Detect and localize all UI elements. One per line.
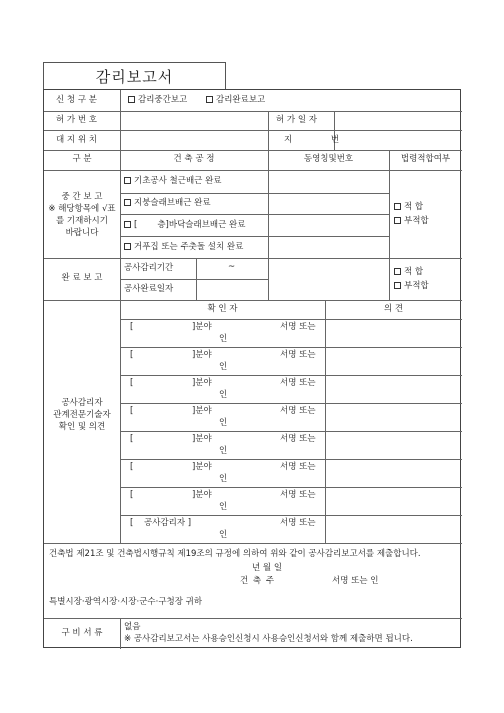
confirm-row-bracket: [	[130, 434, 134, 444]
confirm-row-field: ]분야	[192, 490, 212, 500]
interim-item-foundation[interactable]: 기초공사 철근배근 완료	[124, 176, 222, 187]
supervision-period-separator: ~	[228, 262, 236, 272]
completion-pass-option[interactable]: 적 합	[394, 267, 423, 278]
permit-date-label: 허 가 일 자	[276, 115, 317, 125]
confirm-row-bracket: [	[130, 350, 134, 360]
video-number-header: 동영칭및번호	[303, 154, 354, 164]
supervision-period-label: 공사감리기간	[124, 263, 174, 273]
declaration-text: 건축법 제21조 및 건축법시행규칙 제19조의 규정에 의하여 위와 같이 공사감리보고서를 제출합니다.	[49, 549, 421, 559]
confirm-row-sign: 서명 또는	[280, 462, 316, 472]
architect-sign: 서명 또는 인	[332, 576, 379, 586]
checkbox-icon	[124, 177, 131, 184]
report-final-option[interactable]: 감리완료보고	[206, 95, 265, 106]
process-header: 건 축 공 정	[173, 154, 215, 164]
report-form	[43, 89, 461, 648]
interim-fail-option[interactable]: 부적합	[394, 216, 429, 227]
confirm-row-sign: 서명 또는	[280, 350, 316, 360]
interim-note-line2: 를 기재하시기	[56, 216, 108, 226]
confirm-row-field: ]분야	[192, 434, 212, 444]
confirm-row-field: ]분야	[192, 378, 212, 388]
checkbox-icon	[394, 217, 401, 224]
confirm-row-bracket: [	[130, 406, 134, 416]
category-header: 구 분	[72, 154, 92, 164]
confirm-row-seal: 인	[219, 418, 228, 428]
confirm-row-sign: 서명 또는	[280, 518, 316, 528]
confirm-row-sign: 서명 또는	[280, 378, 316, 388]
interim-pass-option[interactable]: 적 합	[394, 202, 423, 213]
checkbox-icon	[394, 203, 401, 210]
title-box	[43, 62, 226, 90]
confirm-section-line1: 공사감리자	[61, 398, 103, 408]
completion-label: 완 료 보 고	[61, 273, 103, 283]
confirm-row-bracket: [	[130, 490, 134, 500]
opinion-header: 의 견	[383, 304, 404, 314]
confirm-row-seal: 인	[219, 530, 228, 540]
confirm-row-sign: 서명 또는	[280, 434, 316, 444]
confirm-row-field: ]분야	[192, 350, 212, 360]
confirm-row-bracket: [	[130, 378, 134, 388]
confirm-row-seal: 인	[219, 474, 228, 484]
permit-number-label: 허 가 번 호	[56, 115, 97, 125]
checkbox-icon	[128, 96, 135, 103]
confirm-section-line2: 관계전문기술자	[53, 410, 111, 420]
interim-item-floor-slab[interactable]: [ 층]바닥슬래브배근 완료	[124, 220, 245, 231]
page-title: 감리보고서	[95, 68, 174, 86]
confirm-row-seal: 인	[219, 334, 228, 344]
completion-date-label: 공사완료일자	[124, 284, 174, 294]
declaration-date: 년 월 일	[252, 563, 283, 573]
confirm-row-sign: 서명 또는	[280, 322, 316, 332]
report-type-label: 신 청 구 분	[56, 95, 97, 105]
report-interim-option[interactable]: 감리중간보고	[128, 95, 187, 106]
attachments-label: 구 비 서 류	[61, 628, 103, 638]
checkbox-icon	[206, 96, 213, 103]
interim-label: 중 간 보 고	[61, 192, 103, 202]
confirm-row-field: ]분야	[192, 322, 212, 332]
addressee: 특별시장·광역시장·시장·군수·구청장 귀하	[49, 597, 203, 607]
confirm-row-field: ]분야	[192, 406, 212, 416]
interim-item-roof-slab[interactable]: 지붕슬래브배근 완료	[124, 198, 211, 209]
checkbox-icon	[124, 243, 131, 250]
confirm-row-seal: 인	[219, 390, 228, 400]
confirm-row-bracket: [	[130, 518, 134, 528]
attachments-note: ※ 공사감리보고서는 사용승인신청시 사용승인신청서와 함께 제출하면 됩니다.	[124, 634, 413, 644]
confirm-row-sign: 서명 또는	[280, 490, 316, 500]
confirm-row-bracket: [	[130, 322, 134, 332]
confirm-row-seal: 인	[219, 446, 228, 456]
confirm-row-sign: 서명 또는	[280, 406, 316, 416]
attachments-none: 없음	[124, 622, 141, 632]
confirm-row-field: ]분야	[192, 462, 212, 472]
confirm-row-seal: 인	[219, 502, 228, 512]
confirmer-header: 확 인 자	[207, 304, 238, 314]
lot-number-label: 지 번	[284, 135, 358, 145]
confirm-row-seal: 인	[219, 362, 228, 372]
site-location-label: 대 지 위 치	[56, 135, 97, 145]
interim-item-formwork[interactable]: 거푸집 또는 주춧돌 설치 완료	[124, 242, 243, 253]
interim-note-line3: 바랍니다	[65, 228, 99, 238]
interim-note-line1: ※ 해당항목에 √표	[48, 204, 116, 214]
architect-label: 건 축 주	[240, 576, 276, 586]
checkbox-icon	[394, 268, 401, 275]
confirm-section-line3: 확인 및 의견	[58, 422, 106, 432]
checkbox-icon	[124, 199, 131, 206]
compliance-header: 법령적합여부	[400, 154, 451, 164]
completion-fail-option[interactable]: 부적합	[394, 281, 429, 292]
confirm-row-field: 공사감리자 ]	[144, 518, 192, 528]
checkbox-icon	[124, 221, 131, 228]
checkbox-icon	[394, 282, 401, 289]
confirm-row-bracket: [	[130, 462, 134, 472]
